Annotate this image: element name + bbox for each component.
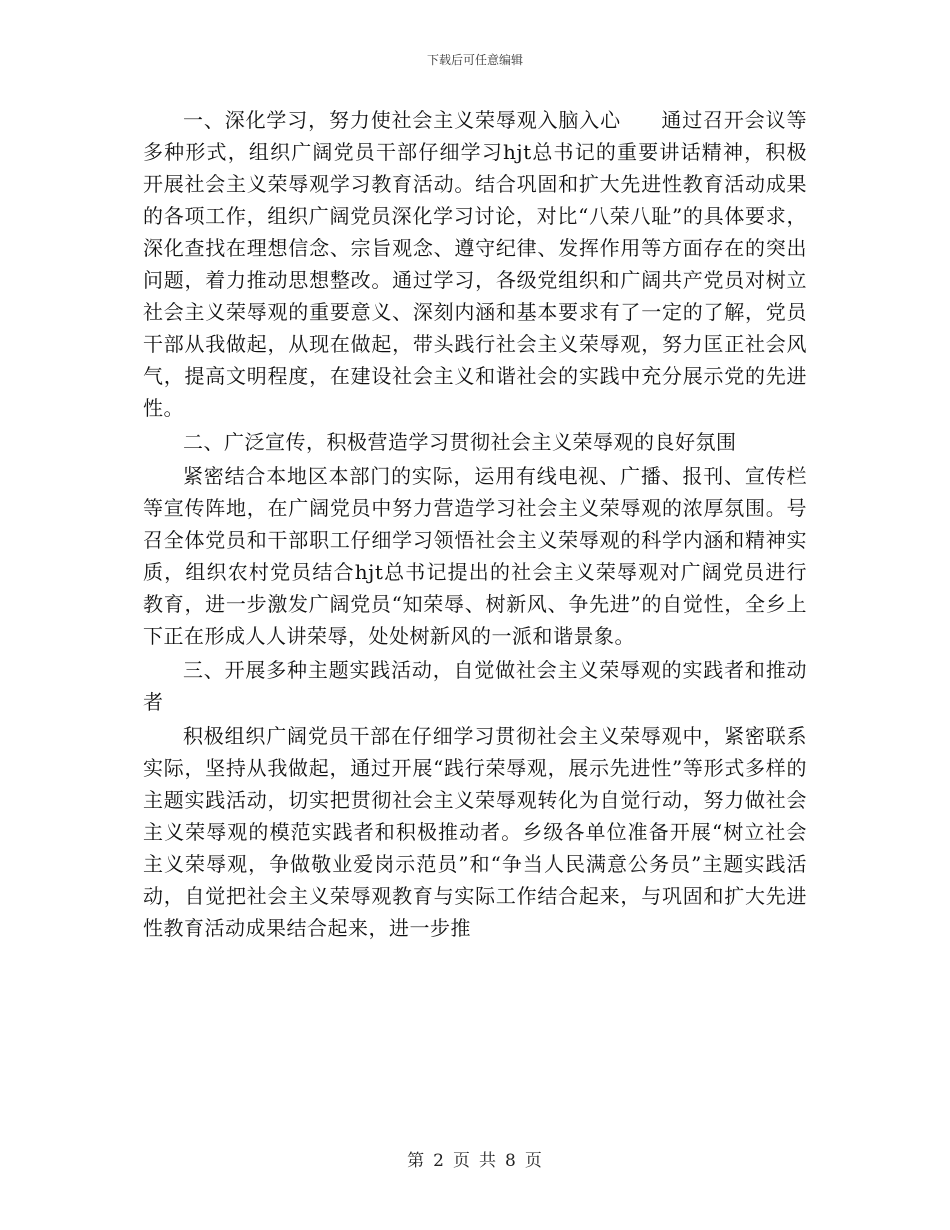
footer-label-page: 页 — [453, 1151, 471, 1171]
footer-label-prefix: 第 — [407, 1151, 426, 1171]
paragraph-1 — [143, 104, 807, 424]
footer-label-total: 共 — [479, 1151, 497, 1171]
section-1-heading: 一、深化学习，努力使社会主义荣辱观入脑入心 — [183, 108, 621, 132]
page-header — [0, 52, 950, 68]
section-2-heading: 二、广泛宣传，积极营造学习贯彻社会主义荣辱观的良好氛围 — [183, 430, 737, 454]
document-body — [143, 104, 807, 944]
page-footer — [0, 1150, 950, 1172]
section-2-text: 紧密结合本地区本部门的实际，运用有线电视、广播、报刊、宣传栏等宣传阵地，在广阔党员中努力营造学习社会主义荣辱观的浓厚氛围。号召全体党员和干部职工仔细学习领悟社会主义荣辱观的科学内涵和精神实质，组织农村党员结合hjt总书记提出的社会主义荣辱观对广阔党员进行教育，进一步激发广阔党员“知荣辱、树新风、争先进”的自觉性，全乡上下正在形成人人讲荣辱，处处树新风的一派和谐景象。 — [143, 464, 807, 648]
section-3-text: 积极组织广阔党员干部在仔细学习贯彻社会主义荣辱观中，紧密联系实际，坚持从我做起，通过开展“践行荣辱观，展示先进性”等形式多样的主题实践活动，切实把贯彻社会主义荣辱观转化为自觉行动，努力做社会主义荣辱观的模范实践者和积极推动者。乡级各单位准备开展“树立社会主义荣辱观，争做敬业爱岗示范员”和“争当人民满意公务员”主题实践活动，自觉把社会主义荣辱观教育与实际工作结合起来，与巩固和扩大先进性教育活动成果结合起来，进一步推 — [143, 724, 807, 940]
footer-label-suffix: 页 — [524, 1151, 543, 1171]
current-page-number: 2 — [433, 1151, 445, 1171]
total-pages-number: 8 — [505, 1151, 517, 1171]
section-3-heading: 三、开展多种主题实践活动，自觉做社会主义荣辱观的实践者和推动者 — [143, 658, 807, 714]
header-text: 下载后可任意编辑 — [426, 53, 523, 67]
section-1-text: 通过召开会议等多种形式，组织广阔党员干部仔细学习hjt总书记的重要讲话精神，积极开展社会主义荣辱观学习教育活动。结合巩固和扩大先进性教育活动成果的各项工作，组织广阔党员深化学习讨论，对比“八荣八耻”的具体要求，深化查找在理想信念、宗旨观念、遵守纪律、发挥作用等方面存在的突出问题，着力推动思想整改。通过学习，各级党组织和广阔共产党员对树立社会主义荣辱观的重要意义、深刻内涵和基本要求有了一定的了解，党员干部从我做起，从现在做起，带头践行社会主义荣辱观，努力匡正社会风气，提高文明程度，在建设社会主义和谐社会的实践中充分展示党的先进性。 — [143, 108, 808, 420]
